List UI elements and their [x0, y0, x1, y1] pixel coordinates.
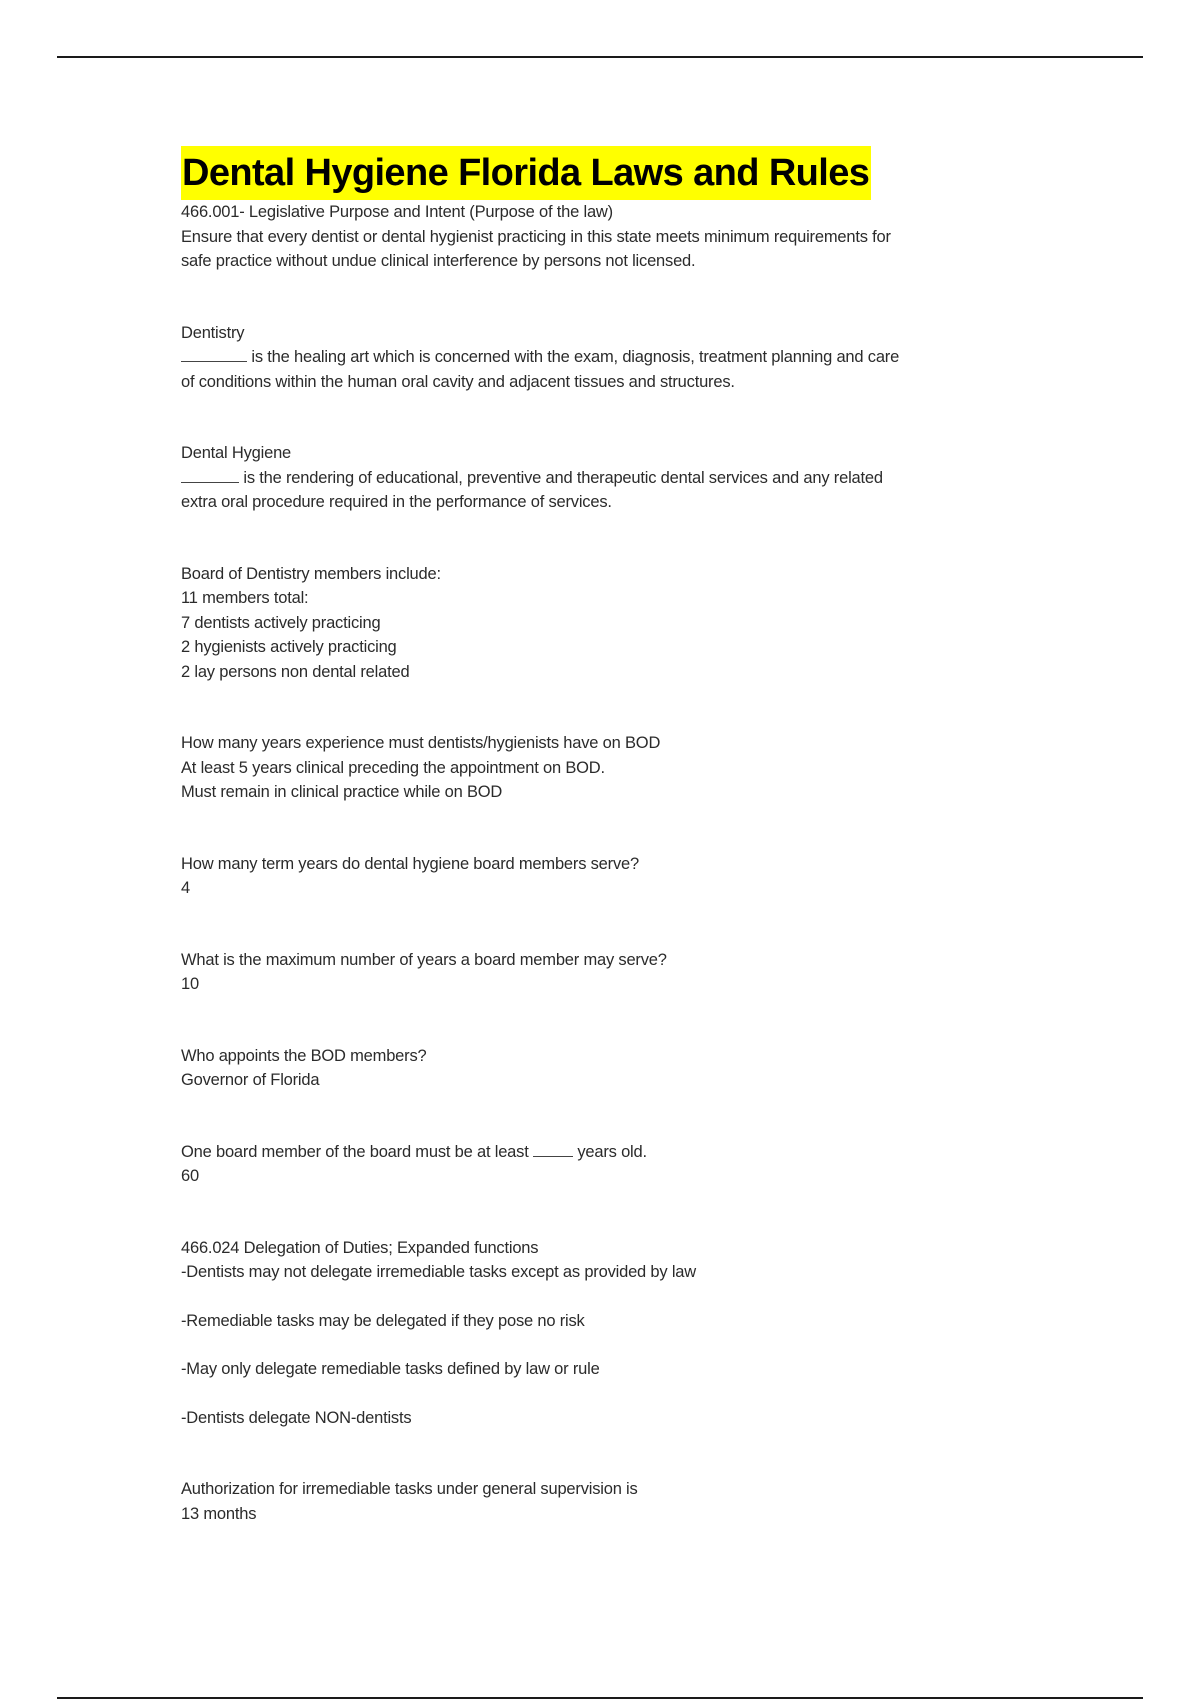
- section-delegation: [181, 1236, 1041, 1431]
- section-heading: How many term years do dental hygiene board members serve?: [181, 854, 639, 873]
- section-max-years: [181, 948, 1041, 997]
- section-answer: Governor of Florida: [181, 1071, 320, 1089]
- section-board-members: [181, 562, 1041, 685]
- list-item: -May only delegate remediable tasks defined by law or rule: [181, 1360, 600, 1378]
- section-text: 2 lay persons non dental related: [181, 662, 410, 681]
- document-page: [181, 146, 1041, 1526]
- section-answer: 4: [181, 879, 190, 897]
- top-horizontal-rule: [57, 56, 1143, 58]
- section-heading: Board of Dentistry members include:: [181, 564, 441, 583]
- document-title: Dental Hygiene Florida Laws and Rules: [181, 146, 871, 200]
- section-answer: 10: [181, 975, 199, 993]
- list-item: -Remediable tasks may be delegated if they pose no risk: [181, 1311, 585, 1330]
- section-heading: What is the maximum number of years a board member may serve?: [181, 950, 667, 969]
- section-heading: Dentistry: [181, 323, 245, 342]
- section-text: Ensure that every dentist or dental hygienist practicing in this state meets minimum requirements for: [181, 227, 891, 246]
- section-text: [181, 466, 1041, 491]
- list-item: -Dentists may not delegate irremediable tasks except as provided by law: [181, 1263, 696, 1281]
- section-text: 2 hygienists actively practicing: [181, 638, 397, 656]
- section-heading: Dental Hygiene: [181, 444, 292, 462]
- section-text: 7 dentists actively practicing: [181, 613, 381, 632]
- section-text: Must remain in clinical practice while on BOD: [181, 783, 503, 801]
- section-heading: Who appoints the BOD members?: [181, 1046, 427, 1065]
- section-heading: Authorization for irremediable tasks under general supervision is: [181, 1480, 638, 1498]
- section-term-years: [181, 852, 1041, 901]
- section-appoints: [181, 1044, 1041, 1093]
- section-authorization: [181, 1477, 1041, 1526]
- fill-in-blank: [533, 1142, 573, 1157]
- bottom-horizontal-rule: [57, 1697, 1143, 1699]
- section-text-fragment: is the healing art which is concerned with the exam, diagnosis, treatment planning and care: [247, 348, 900, 366]
- section-dental-hygiene: [181, 441, 1041, 515]
- heading-fragment: One board member of the board must be at least: [181, 1142, 533, 1161]
- heading-fragment: years old.: [572, 1142, 647, 1161]
- section-text: At least 5 years clinical preceding the appointment on BOD.: [181, 758, 605, 777]
- section-age: [181, 1140, 1041, 1189]
- section-heading: [181, 1140, 1041, 1165]
- section-heading: 466.001- Legislative Purpose and Intent (Purpose of the law): [181, 203, 613, 221]
- section-heading: 466.024 Delegation of Duties; Expanded functions: [181, 1238, 539, 1257]
- section-text: [181, 345, 1041, 370]
- section-text: of conditions within the human oral cavity and adjacent tissues and structures.: [181, 372, 735, 391]
- section-text: extra oral procedure required in the performance of services.: [181, 493, 612, 511]
- section-dentistry: [181, 321, 1041, 395]
- section-legislative-purpose: [181, 200, 1041, 274]
- fill-in-blank: [181, 468, 239, 483]
- section-text-fragment: is the rendering of educational, preventive and therapeutic dental services and any related: [239, 468, 883, 487]
- section-answer: 13 months: [181, 1504, 257, 1523]
- list-item: -Dentists delegate NON-dentists: [181, 1408, 412, 1427]
- fill-in-blank: [181, 347, 247, 362]
- section-years-experience: [181, 731, 1041, 805]
- section-text: safe practice without undue clinical interference by persons not licensed.: [181, 252, 696, 270]
- section-heading: How many years experience must dentists/hygienists have on BOD: [181, 734, 661, 752]
- section-answer: 60: [181, 1167, 199, 1185]
- section-text: 11 members total:: [181, 589, 309, 607]
